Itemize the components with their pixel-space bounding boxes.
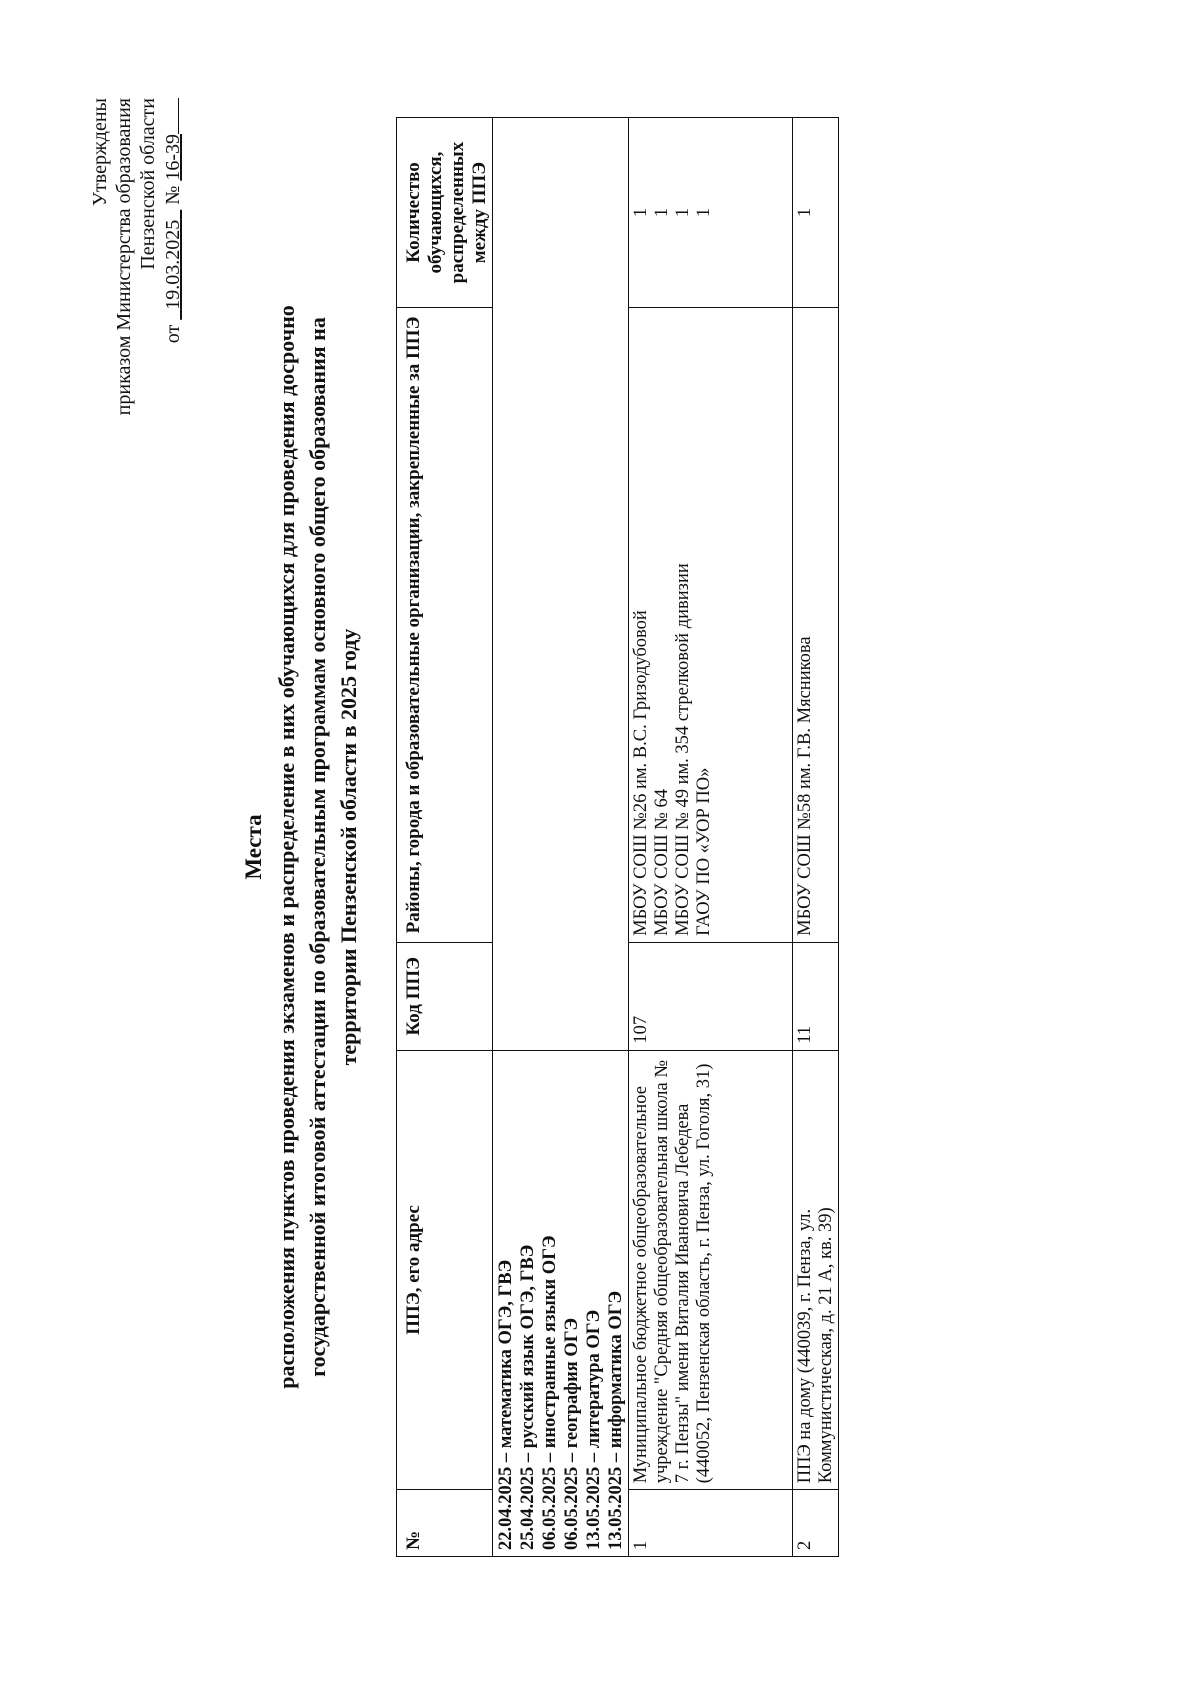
document-title: Места [241,814,266,880]
heading-line-2: государственной итоговой аттестации по образовательным программам основного общего образования на [305,317,330,1377]
exam-date-line: 13.05.2025 – литература ОГЭ [584,1309,604,1550]
approval-line-1: Утверждены [89,98,111,207]
row-code: 11 [793,942,839,1050]
approval-line-2: приказом Министерства образования [113,98,135,416]
approval-line-3: Пензенской области [137,98,159,270]
exam-points-table [396,117,839,1557]
approval-date-line [160,98,185,415]
count-item: 1 [631,207,651,218]
header-address: ППЭ, его адрес [397,1050,493,1490]
organization-item: МБОУ СОШ № 64 [652,789,672,936]
count-item: 1 [652,207,672,218]
row-address: Муниципальное бюджетное общеобразовательное учреждение "Средняя общеобразовательная школа № 7 г. Пензы" имени Виталия Ивановича Лебедева (440052, Пензенская область, г. Пенза, ул. Гоголя, 31) [629,1050,793,1490]
header-count: Количество обучающихся, распределенных между ППЭ [397,118,493,308]
approval-block [88,98,185,415]
row-counts [793,118,839,308]
row-organizations [793,308,839,943]
header-organizations: Районы, города и образовательные организации, закрепленные за ППЭ [397,308,493,943]
organization-item: МБОУ СОШ №26 им. В.С. Гризодубовой [631,610,651,936]
approval-number-sign: № [162,185,184,205]
header-code: Код ППЭ [397,942,493,1050]
row-organizations [629,308,793,943]
heading-line-1: расположения пунктов проведения экзаменов и распределение в них обучающихся для проведения досрочно [274,305,299,1389]
approval-blank-line [160,98,179,134]
count-item: 1 [694,207,714,218]
organization-item: МБОУ СОШ №58 им. Г.В. Мясникова [795,636,815,936]
table-row [793,118,839,1557]
header-num: № [397,1490,493,1557]
exam-date-line: 25.04.2025 – русский язык ОГЭ, ГВЭ [518,1244,538,1550]
row-num: 2 [793,1490,839,1557]
organization-item: МБОУ СОШ № 49 им. 354 стрелковой дивизии [673,563,693,936]
exam-dates-cell [493,1050,629,1556]
table-row [629,118,793,1557]
approval-prefix: от [162,324,184,344]
dates-row [493,118,629,1557]
document-heading [238,147,364,1547]
exam-date-line: 06.05.2025 – иностранные языки ОГЭ [540,1235,560,1550]
heading-line-3: территории Пензенской области в 2025 году [336,628,361,1066]
dates-row-empty [493,118,629,1051]
exam-date-line: 13.05.2025 – информатика ОГЭ [606,1290,626,1550]
organization-item: ГАОУ ПО «УОР ПО» [694,767,714,936]
row-num: 1 [629,1490,793,1557]
count-item: 1 [673,207,693,218]
row-counts [629,118,793,308]
row-code: 107 [629,942,793,1050]
approval-number: 16-39 [162,134,184,181]
count-item: 1 [795,207,815,218]
approval-date: 19.03.2025 [162,219,184,310]
exam-date-line: 06.05.2025 – география ОГЭ [562,1317,582,1550]
exam-date-line: 22.04.2025 – математика ОГЭ, ГВЭ [496,1259,516,1550]
row-address: ППЭ на дому (440039, г. Пенза, ул. Коммунистическая, д. 21 А, кв. 39) [793,1050,839,1490]
table-header-row [397,118,493,1557]
